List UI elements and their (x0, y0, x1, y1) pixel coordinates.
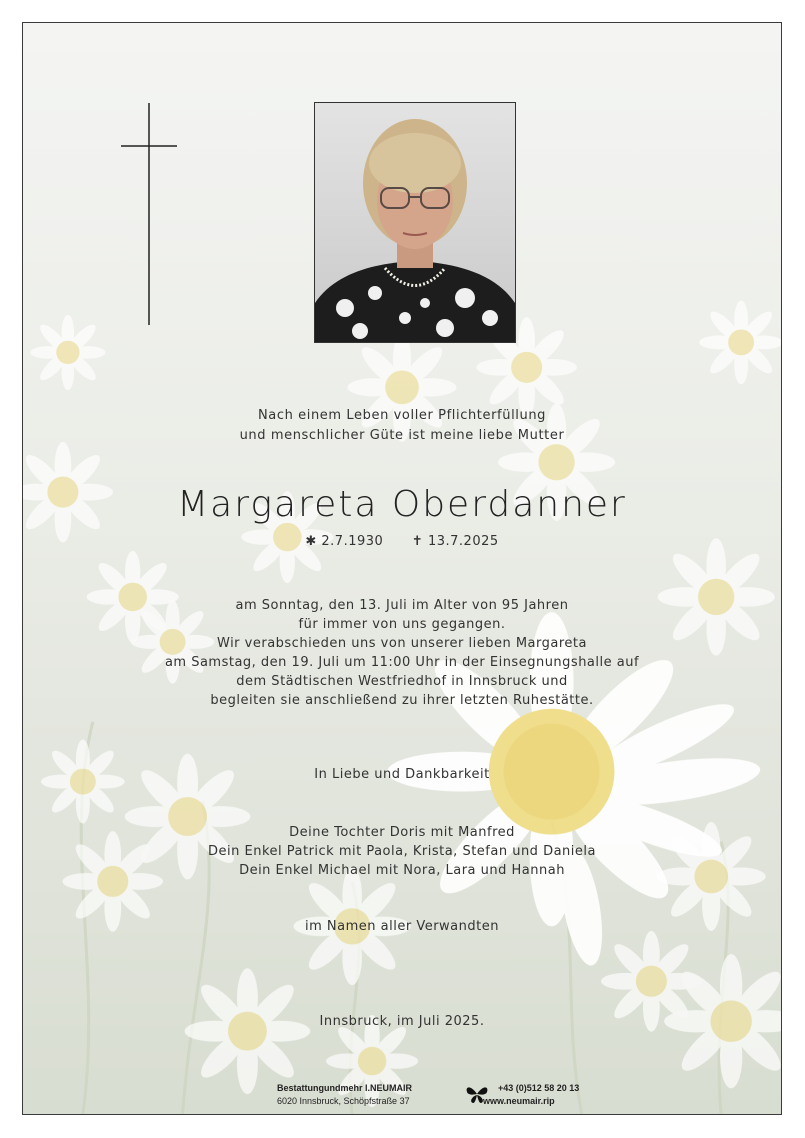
life-dates (23, 534, 781, 549)
announcement-line: für immer von uns gegangen. (298, 617, 506, 632)
company-phone: +43 (0)512 58 20 13 (498, 1083, 580, 1093)
announcement-text (23, 596, 781, 710)
birth-date (305, 534, 388, 549)
announcement-line: dem Städtischen Westfriedhof in Innsbruck und (236, 674, 568, 689)
relatives-line: im Namen aller Verwandten (305, 919, 499, 934)
announcement-line: am Samstag, den 19. Juli um 11:00 Uhr in der Einsegnungshalle auf (164, 655, 640, 670)
obituary-card (22, 22, 782, 1115)
funeral-home-footer (275, 1081, 580, 1111)
place-date: Innsbruck, im Juli 2025. (319, 1014, 485, 1029)
intro-line-2: und menschlicher Güte ist meine liebe Mutter (239, 428, 565, 443)
intro-line-1: Nach einem Leben voller Pflichterfüllung (257, 408, 547, 423)
announcement-line: Wir verabschieden uns von unserer lieben Margareta (217, 636, 587, 651)
announcement-line: am Sonntag, den 13. Juli im Alter von 95 Jahren (235, 598, 569, 613)
company-address: 6020 Innsbruck, Schöpfstraße 37 (277, 1096, 410, 1106)
intro-text (23, 406, 781, 446)
portrait-photo (314, 102, 516, 343)
family-list (23, 823, 781, 880)
company-name: Bestattungundmehr I.NEUMAIR (277, 1083, 412, 1093)
company-website[interactable]: www.neumair.rip (483, 1096, 555, 1106)
family-line: Deine Tochter Doris mit Manfred (289, 825, 515, 840)
death-date (412, 534, 499, 549)
love-line: In Liebe und Dankbarkeit (314, 767, 490, 782)
birth-date-value: 2.7.1930 (321, 534, 384, 549)
death-date-value: 13.7.2025 (427, 534, 499, 549)
family-line: Dein Enkel Michael mit Nora, Lara und Hannah (239, 863, 565, 878)
birth-star-icon: ✱ (305, 534, 317, 549)
cross-icon (121, 103, 177, 325)
deceased-name: Margareta Oberdanner (177, 484, 627, 525)
death-cross-icon: ✝ (411, 534, 424, 549)
announcement-line: begleiten sie anschließend zu ihrer letzten Ruhestätte. (210, 693, 594, 708)
family-line: Dein Enkel Patrick mit Paola, Krista, Stefan und Daniela (208, 844, 596, 859)
